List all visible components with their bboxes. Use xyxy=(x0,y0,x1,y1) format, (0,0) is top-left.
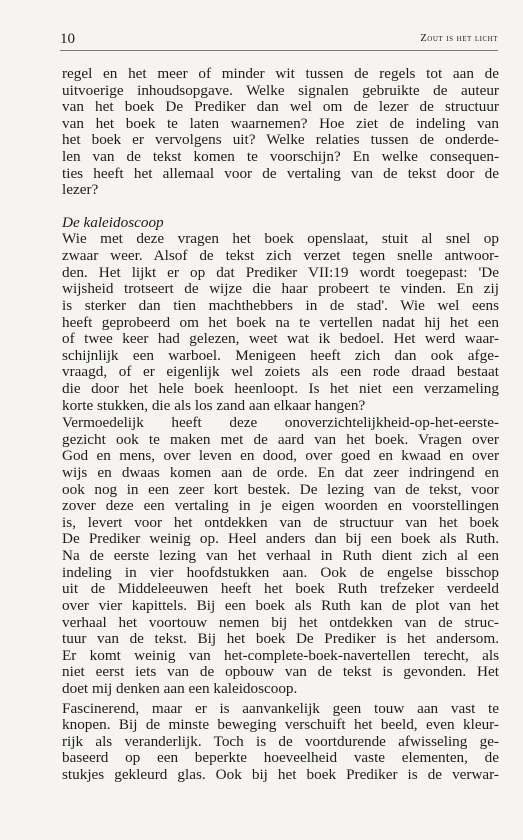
text-line: Wie met deze vragen het boek openslaat, stuit al snel op xyxy=(62,230,499,248)
text-line: tuur van de tekst. Bij het boek De Prediker is het andersom. xyxy=(62,630,499,648)
section-heading: De kaleidoscoop xyxy=(62,213,164,231)
text-line: niet eerst iets van de opbouw van de tekst is gevonden. Het xyxy=(62,663,499,681)
text-line: regel en het meer of minder wit tussen de regels tot aan de xyxy=(62,65,499,82)
text-line: rijk als veranderlijk. Toch is de voortdurende afwisseling ge- xyxy=(62,732,499,750)
text-line: ties heeft het allemaal voor de vertaling van de tekst door de xyxy=(62,164,499,182)
running-title: Zout is het licht xyxy=(420,33,498,44)
text-line: den. Het lijkt er op dat Prediker VII:19 wordt toegepast: 'De xyxy=(62,263,499,281)
text-line: God en mens, over leven en dood, over goed en kwaad en over xyxy=(62,447,499,465)
paragraph-4 xyxy=(62,701,499,784)
text-line: zover deze een vertaling in je eigen woorden en voorstellingen xyxy=(62,497,499,515)
text-line: lezer? xyxy=(62,181,99,199)
text-line: uitvoerige inhoudsopgave. Welke signalen gebruikte de auteur xyxy=(62,81,499,99)
text-line: baseerd op een beperkte hoeveelheid vaste elementen, de xyxy=(62,749,499,767)
text-line: knopen. Bij de minste beweging verschuift het beeld, even kleur- xyxy=(62,716,499,734)
text-line: gezicht ook te maken met de aard van het boek. Vragen over xyxy=(62,430,499,448)
body-text xyxy=(62,66,499,784)
text-line: Na de eerste lezing van het verhaal in Ruth dient zich al een xyxy=(62,547,499,565)
text-line: verhaal het voortouw nemen bij het ontdekken van de struc- xyxy=(62,613,499,631)
text-line: vraagd, of er eigenlijk wel zoiets als een rode draad bestaat xyxy=(62,363,499,381)
text-line: over vier kapittels. Bij een boek als Ruth kan de plot van het xyxy=(62,596,499,614)
text-line: het boek er vervolgens uit? Welke relaties tussen de onderde- xyxy=(62,131,499,149)
text-line: korte stukken, die als los zand aan elkaar hangen? xyxy=(62,396,366,414)
text-line: wijs en dwaas komen aan de orde. En dat zeer indringend en xyxy=(62,464,499,482)
text-line: ook nog in een zeer kort bestek. De lezing van de tekst, voor xyxy=(62,480,499,498)
page-header xyxy=(60,31,498,51)
text-line: indeling in vier hoofdstukken aan. Ook de engelse bisschop xyxy=(62,563,499,581)
text-line: len van de tekst komen te voorschijn? En welke consequen- xyxy=(62,148,499,166)
text-line: heeft geprobeerd om het boek na te vertellen nadat hij het een xyxy=(62,313,499,331)
text-line: is sterker dan tien machthebbers in de stad'. Wie wel eens xyxy=(62,296,499,314)
paragraph-2 xyxy=(62,231,499,414)
text-line: die door het hele boek heenloopt. Is het niet een verzameling xyxy=(62,379,499,397)
paragraph-3 xyxy=(62,415,499,697)
text-line: De Prediker weinig op. Heel anders dan bij een boek als Ruth. xyxy=(62,530,499,548)
text-line: uit de Middeleeuwen heeft het boek Ruth trefzeker verdeeld xyxy=(62,580,499,598)
text-line: Vermoedelijk heeft deze onoverzichtelijkheid-op-het-eerste- xyxy=(62,414,499,432)
page-number: 10 xyxy=(60,31,75,47)
text-line: van het boek te laten waarnemen? Hoe ziet de indeling van xyxy=(62,114,499,132)
text-line: is, levert voor het ontdekken van de structuur van het boek xyxy=(62,513,499,531)
text-line: Er komt weinig van het-complete-boek-navertellen terecht, als xyxy=(62,646,499,664)
text-line: zwaar weer. Alsof de tekst zich verzet tegen snelle antwoor- xyxy=(62,247,499,265)
text-line: of twee keer had gelezen, weet wat ik bedoel. Het werd waar- xyxy=(62,330,499,348)
text-line: schijnlijk een warboel. Menigeen heeft zich dan ook afge- xyxy=(62,346,499,364)
header-rule xyxy=(60,50,498,51)
text-line: Fascinerend, maar er is aanvankelijk geen touw aan vast te xyxy=(62,699,499,717)
text-line: van het boek De Prediker dan wel om de lezer de structuur xyxy=(62,98,499,116)
text-line: doet mij denken aan een kaleidoscoop. xyxy=(62,679,298,697)
text-line: wijsheid trotseert de wijze die haar probeert te vinden. En zij xyxy=(62,280,499,298)
text-line: stukjes gekleurd glas. Ook bij het boek Prediker is de verwar- xyxy=(62,765,499,783)
paragraph-1 xyxy=(62,66,499,199)
